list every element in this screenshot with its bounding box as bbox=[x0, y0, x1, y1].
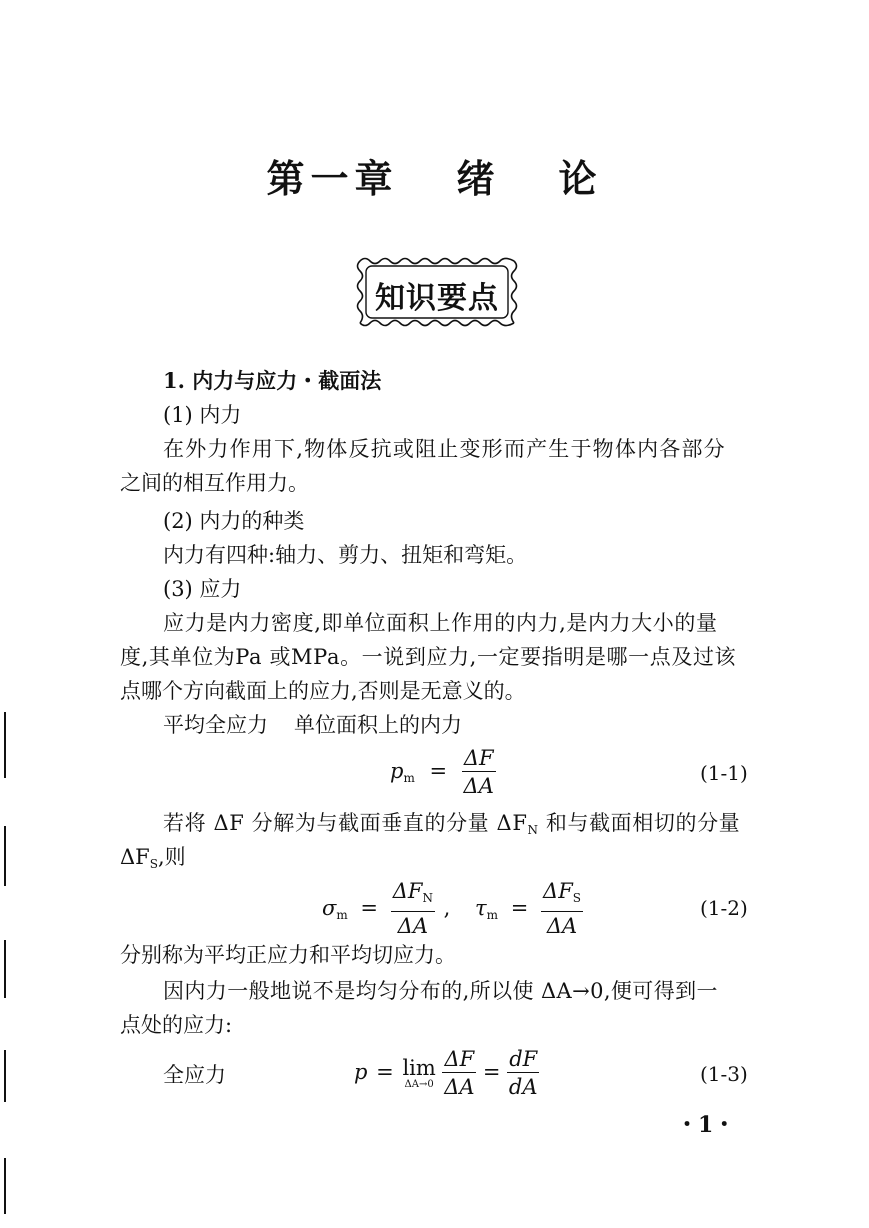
subheading-internal-force: (1) 内力 bbox=[163, 403, 242, 427]
badge-label: 知识要点 bbox=[375, 281, 499, 316]
equation-number: (1-1) bbox=[700, 761, 748, 785]
force-types-text: 内力有四种:轴力、剪力、扭矩和弯矩。 bbox=[163, 543, 528, 567]
section-heading: 1. 内力与应力・截面法 bbox=[163, 368, 382, 393]
eq3-limit: lim ΔA→0 bbox=[402, 1055, 436, 1090]
equation-1-1: $p_m$ = $\frac{\Delta F}{\Delta A}$ bbox=[390, 746, 494, 798]
scan-edge-mark bbox=[4, 940, 6, 998]
chapter-title bbox=[0, 148, 869, 203]
chapter-title-number: 第一章 bbox=[266, 156, 399, 201]
scan-edge-mark bbox=[4, 826, 6, 886]
decomposition-line: $\Delta F_S$,则 bbox=[120, 845, 186, 871]
equation-1-2: $\sigma_m$ = $\frac{\Delta F_N}{\Delta A}$ , $\tau_m$ = $\frac{\Delta F_S}{\Delta A}$ bbox=[322, 879, 582, 938]
equation-number: (1-3) bbox=[700, 1062, 748, 1086]
knowledge-points-badge bbox=[352, 253, 522, 331]
eq2-fraction-normal: $\frac{\Delta F_N}{\Delta A}$ bbox=[392, 879, 433, 938]
eq2-fraction-shear: $\frac{\Delta F_S}{\Delta A}$ bbox=[543, 879, 582, 938]
scan-edge-mark bbox=[4, 712, 6, 778]
stress-paragraph-line: 度,其单位为Pa 或MPa。一说到应力,一定要指明是哪一点及过该 bbox=[120, 645, 737, 669]
eq2-tau: $\tau_m$ bbox=[475, 895, 499, 922]
average-stress-names: 分别称为平均正应力和平均切应力。 bbox=[120, 943, 456, 967]
eq2-sigma: $\sigma_m$ bbox=[322, 895, 348, 922]
subheading-force-types: (2) 内力的种类 bbox=[163, 509, 305, 533]
eq3-lhs: p bbox=[354, 1060, 368, 1084]
average-stress-description: 单位面积上的内力 bbox=[294, 713, 462, 737]
eq3-fraction-diff: $\frac{dF}{dA}$ bbox=[508, 1047, 538, 1099]
average-stress-term: 平均全应力 bbox=[163, 713, 268, 737]
definition-line: 之间的相互作用力。 bbox=[120, 471, 309, 495]
page-number: ・1・ bbox=[676, 1112, 736, 1138]
limit-paragraph-line: 因内力一般地说不是均匀分布的,所以使 ΔA→0,便可得到一 bbox=[163, 979, 718, 1003]
eq1-lhs: $p_m$ bbox=[390, 759, 415, 785]
eq3-fraction-delta: $\frac{\Delta F}{\Delta A}$ bbox=[444, 1047, 475, 1099]
full-stress-label: 全应力 bbox=[163, 1063, 226, 1087]
stress-paragraph-line: 点哪个方向截面上的应力,否则是无意义的。 bbox=[120, 679, 526, 703]
decomposition-line: 若将 ΔF 分解为与截面垂直的分量 $\Delta F_N$ 和与截面相切的分量 bbox=[163, 811, 741, 837]
subheading-stress: (3) 应力 bbox=[163, 577, 242, 601]
equation-number: (1-2) bbox=[700, 896, 748, 920]
scan-edge-mark bbox=[4, 1158, 6, 1214]
eq1-fraction: $\frac{\Delta F}{\Delta A}$ bbox=[463, 746, 494, 798]
scan-edge-mark bbox=[4, 1050, 6, 1102]
stress-paragraph-line: 应力是内力密度,即单位面积上作用的内力,是内力大小的量 bbox=[163, 611, 718, 635]
equation-1-3: p = lim ΔA→0 $\frac{\Delta F}{\Delta A}$ = $\frac{dF}{dA}$ bbox=[354, 1047, 538, 1099]
limit-paragraph-line: 点处的应力: bbox=[120, 1013, 233, 1037]
chapter-title-word1: 绪 bbox=[456, 156, 501, 201]
definition-line: 在外力作用下,物体反抗或阻止变形而产生于物体内各部分 bbox=[163, 437, 726, 461]
average-stress-label bbox=[163, 708, 462, 742]
chapter-title-word2: 论 bbox=[558, 156, 603, 201]
